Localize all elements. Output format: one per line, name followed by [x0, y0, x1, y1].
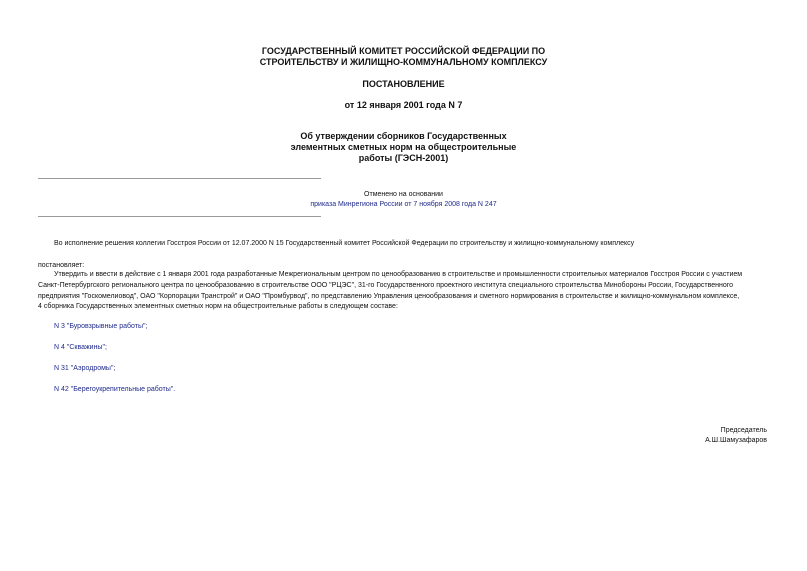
collection-link-4[interactable]: N 4 "Скважины";	[54, 344, 107, 351]
collection-link-42[interactable]: N 42 "Берегоукрепительные работы".	[54, 386, 176, 393]
main-paragraph-line-3: предприятия "Госкомелиовод", ОАО "Корпорации Транстрой" и ОАО "Промбурвод", по представлению Управления ценообразования и сметного нормирования в строительстве и жилищно-коммунальном комплексе,	[38, 293, 740, 300]
signatory-name: А.Ш.Шамузафаров	[705, 437, 767, 444]
document-title-line-2: элементных сметных норм на общестроительные	[290, 142, 517, 152]
divider-top	[38, 178, 321, 179]
main-paragraph-line-2: Санкт-Петербургского регионального центра по ценообразованию в строительстве ООО "РЦЭС", 31-го Государственного проектного института специального строительства Минобороны России, Государственного	[38, 282, 734, 289]
document-title-line-3: работы (ГЭСН-2001)	[358, 153, 449, 163]
collection-link-3[interactable]: N 3 "Буровзрывные работы";	[54, 323, 148, 330]
document-title-line-1: Об утверждении сборников Государственных	[300, 131, 507, 141]
document-date-number: от 12 января 2001 года N 7	[344, 100, 463, 110]
document-type: ПОСТАНОВЛЕНИЕ	[362, 79, 445, 89]
decree-word: постановляет:	[38, 262, 85, 269]
cancel-order-link[interactable]: приказа Минрегиона России от 7 ноября 2008 года N 247	[310, 201, 497, 208]
issuer-line-2: СТРОИТЕЛЬСТВУ И ЖИЛИЩНО-КОММУНАЛЬНОМУ КОМПЛЕКСУ	[259, 57, 548, 67]
collection-link-31[interactable]: N 31 "Аэродромы";	[54, 365, 116, 372]
intro-paragraph: Во исполнение решения коллегии Госстроя России от 12.07.2000 N 15 Государственный комитет Российской Федерации по строительству и жилищно-коммунальному комплексу	[54, 240, 635, 247]
cancel-note: Отменено на основании	[364, 191, 443, 198]
divider-bottom	[38, 216, 321, 217]
issuer-line-1: ГОСУДАРСТВЕННЫЙ КОМИТЕТ РОССИЙСКОЙ ФЕДЕРАЦИИ ПО	[261, 46, 546, 56]
main-paragraph-line-4: 4 сборника Государственных элементных сметных норм на общестроительные работы в следующем составе:	[38, 303, 398, 310]
main-paragraph-line-1: Утвердить и ввести в действие с 1 января 2001 года разработанные Межрегиональным центром по ценообразованию в строительстве и промышленности строительных материалов Госстроя России с участием	[54, 271, 743, 278]
signatory-position: Председатель	[720, 427, 767, 434]
